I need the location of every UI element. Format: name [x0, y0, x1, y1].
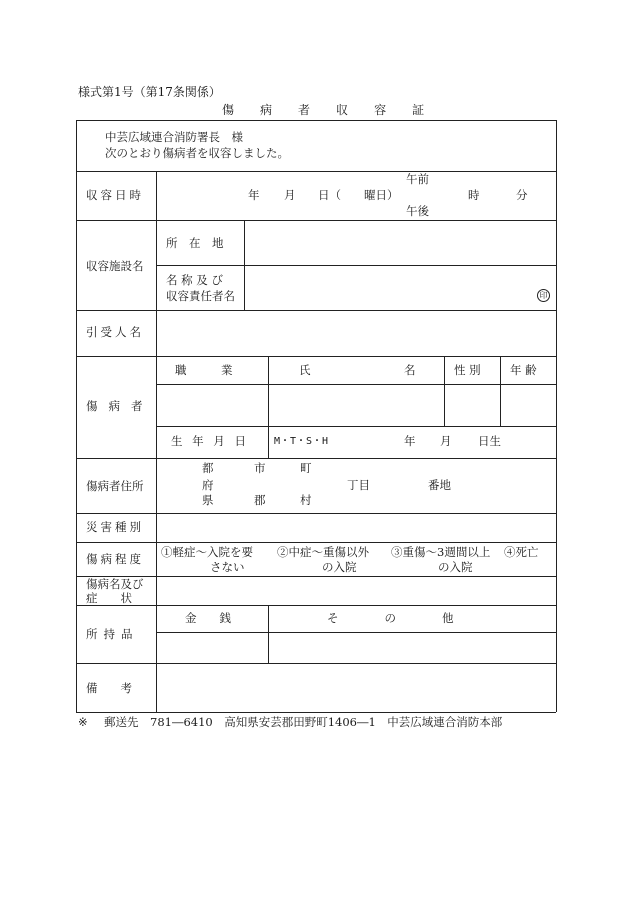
facility-label: 収容施設名	[86, 259, 144, 273]
severity-option-4: ④死亡	[504, 545, 539, 559]
patient-address-label: 傷病者住所	[86, 479, 144, 493]
title-char: 証	[412, 103, 425, 117]
city-shi: 市	[254, 461, 266, 475]
severity-option-1: ①軽症～入院を要	[161, 545, 253, 559]
title-char: 容	[374, 103, 387, 117]
hour-unit: 時	[468, 188, 480, 202]
am-label: 午前	[406, 172, 429, 186]
year-unit: 年	[248, 188, 260, 202]
age-header: 年 齢	[510, 363, 537, 377]
symptoms-label: 症 状	[86, 591, 132, 605]
admission-label: 収容日時	[86, 188, 144, 202]
birth-month-unit: 月	[440, 434, 452, 448]
minute-unit: 分	[516, 188, 528, 202]
day-weekday: 日（ 曜日）	[318, 188, 399, 202]
severity-option-2: ②中症～重傷以外	[277, 545, 369, 559]
facility-name-label: 名 称 及 び	[166, 273, 223, 287]
money-header: 金 銭	[185, 611, 231, 625]
addressee: 中芸広域連合消防署長 様	[105, 130, 243, 144]
month-unit: 月	[284, 188, 296, 202]
remarks-label: 備 考	[86, 681, 132, 695]
disaster-type-label: 災害種別	[86, 520, 144, 534]
mailing-address: 郵送先 781―6410 高知県安芸郡田野町1406―1 中芸広域連合消防本部	[104, 715, 503, 729]
facility-responsible-label: 収容責任者名	[166, 289, 235, 303]
pref-to: 都	[202, 461, 214, 475]
birth-day-unit: 日生	[478, 434, 501, 448]
statement: 次のとおり傷病者を収容しました。	[105, 146, 289, 160]
patient-label: 傷病者	[86, 399, 154, 413]
pref-fu: 府	[202, 478, 214, 492]
receiver-label: 引受人名	[86, 325, 144, 339]
diagnosis-label: 傷病名及び	[86, 577, 144, 591]
sex-header: 性 別	[454, 363, 481, 377]
form-number: 様式第1号（第17条関係）	[78, 85, 221, 99]
name-header-a: 氏	[299, 363, 311, 377]
title-char: 収	[336, 103, 349, 117]
seal-mark: 印	[537, 289, 550, 302]
birth-year-unit: 年	[404, 434, 416, 448]
banchi-unit: 番地	[428, 478, 451, 492]
footer-mark: ※	[78, 715, 88, 729]
title-char: 傷	[222, 103, 235, 117]
pm-label: 午後	[406, 204, 429, 218]
severity-option-3: ③重傷～3週間以上	[391, 545, 491, 559]
town-machi: 町	[300, 461, 312, 475]
other-header: そ の 他	[327, 611, 454, 625]
severity-label: 傷病程度	[86, 552, 144, 566]
pref-ken: 県	[202, 493, 214, 507]
severity-option-3-cont: の入院	[438, 560, 473, 574]
county-gun: 郡	[254, 493, 266, 507]
title-char: 病	[260, 103, 273, 117]
title-char: 者	[298, 103, 311, 117]
name-header-b: 名	[404, 363, 416, 377]
facility-address-label: 所 在 地	[166, 236, 224, 250]
belongings-label: 所持品	[86, 627, 139, 641]
era-options: M・T・S・H	[274, 436, 329, 447]
occupation-header: 職 業	[175, 363, 233, 377]
chome-unit: 丁目	[347, 478, 370, 492]
village-mura: 村	[300, 493, 312, 507]
severity-option-1-cont: さない	[210, 560, 245, 574]
page-title	[222, 104, 424, 116]
severity-option-2-cont: の入院	[322, 560, 357, 574]
birthdate-label: 生 年 月 日	[171, 434, 249, 448]
